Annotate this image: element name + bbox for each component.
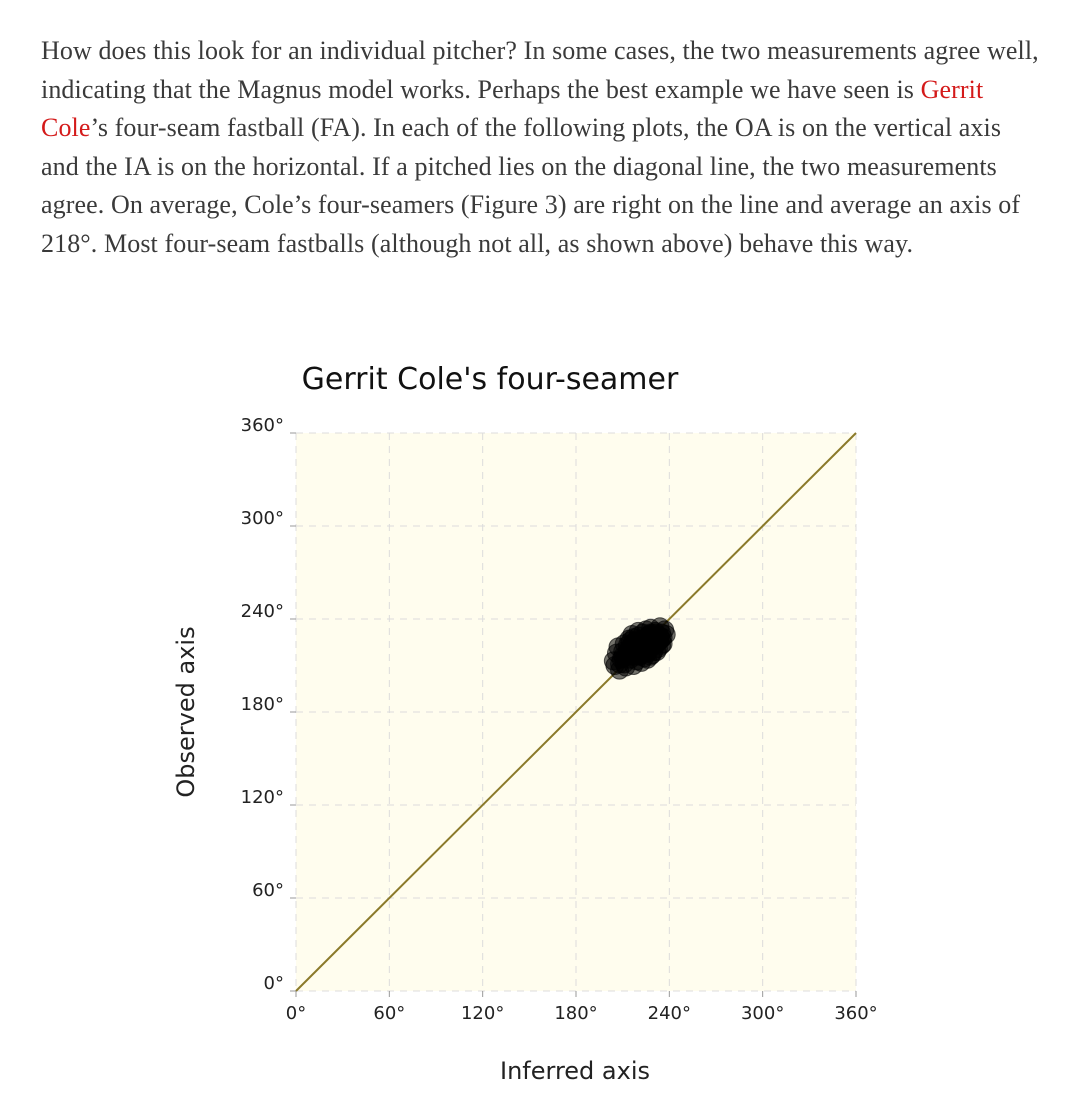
y-tick-label: 180° <box>240 694 284 715</box>
x-tick-label: 0° <box>285 1003 307 1024</box>
y-tick-label: 360° <box>240 415 284 436</box>
x-tick-label: 60° <box>373 1003 406 1024</box>
x-axis-label: Inferred axis <box>500 1057 650 1085</box>
y-tick-label: 60° <box>252 880 284 901</box>
y-tick-label: 300° <box>240 508 284 529</box>
scatter-point <box>653 630 671 648</box>
y-axis-label: Observed axis <box>172 626 200 798</box>
article-text-after-link: ’s four-seam fastball (FA). In each of the following plots, the OA is on the vertical axis and the IA is on the horizontal. If a pitched lies on the diagonal line, the two measurements agree. On average, Cole’s four-seamers (Figure 3) are right on the line and average an axis of 218°. Most four-seam fastballs (although not all, as shown above) behave this way. <box>41 113 1021 258</box>
x-tick-label: 180° <box>554 1003 598 1024</box>
scatter-chart <box>0 340 1082 1120</box>
y-tick-label: 240° <box>240 601 284 622</box>
y-tick-label: 120° <box>240 787 284 808</box>
gerrit-cole-link[interactable]: Gerrit Cole <box>41 74 984 143</box>
chart-title: Gerrit Cole's four-seamer <box>301 362 679 397</box>
scatter-chart-figure <box>0 340 1082 1120</box>
x-tick-label: 120° <box>460 1003 505 1024</box>
x-tick-label: 240° <box>647 1003 692 1024</box>
article-text-before-link: How does this look for an individual pitcher? In some cases, the two measurements agree well, indicating that the Magnus model works. Perhaps the best example we have seen is <box>41 36 1039 104</box>
scatter-point <box>623 635 641 653</box>
y-tick-label: 0° <box>263 973 284 994</box>
article-paragraph <box>41 32 1041 264</box>
x-tick-label: 360° <box>834 1003 878 1024</box>
scatter-point <box>611 661 629 679</box>
scatter-point <box>639 650 657 668</box>
x-tick-label: 300° <box>740 1003 785 1024</box>
